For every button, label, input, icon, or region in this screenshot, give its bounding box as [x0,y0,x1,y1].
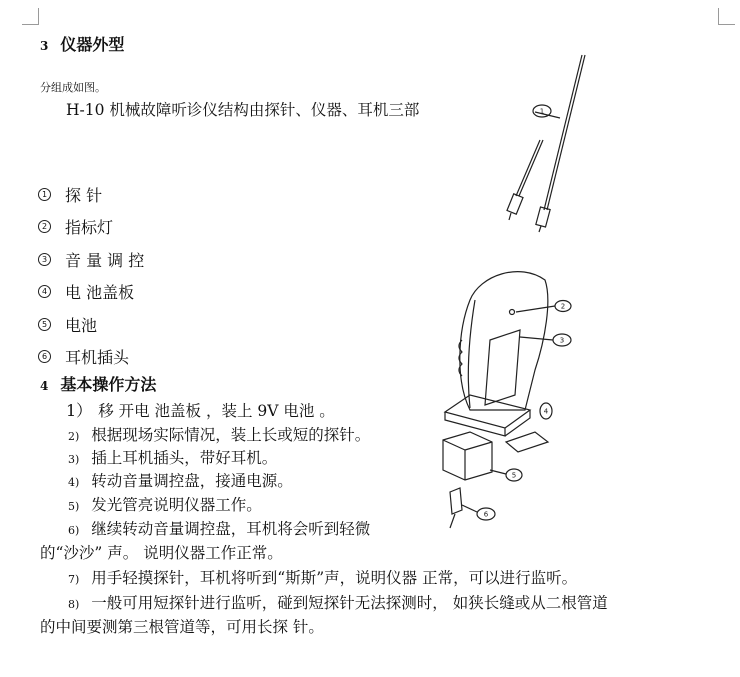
figure-label-6: 6 [483,510,489,519]
circled-number-icon: 2 [38,220,51,233]
circled-number-icon: 1 [38,188,51,201]
step-number: 2) [68,430,80,443]
circled-number-icon: 4 [38,285,51,298]
figure-label-5: 5 [511,471,517,480]
step-number: 8) [68,598,80,611]
step-number: 4) [68,476,80,489]
figure-label-1: 1 [539,107,545,116]
figure-label-3: 3 [559,336,565,345]
battery-cover [506,432,548,452]
step-text: 用手轻摸探针，耳机将听到“斯斯”声，说明仪器 正常，可以进行监听。 [91,569,578,587]
section-4-number: 4 [40,379,49,393]
part-label: 音 量 调 控 [65,250,145,270]
step-text: 一般可用短探针进行监听，碰到短探针无法探测时， 如狭长缝或从二根管道 [91,594,608,612]
circled-number-icon: 5 [38,318,51,331]
step-text: 根据现场实际情况，装上长或短的探针。 [91,426,371,444]
step-6-continuation: 的“沙沙” 声。 说明仪器工作正常。 [40,544,283,562]
step-text: 移 开电 池盖板 ，装上 9V 电池 。 [98,402,335,420]
figure-label-2: 2 [560,302,566,311]
section-4-title: 基本操作方法 [60,375,157,394]
long-probe-rod [544,55,582,210]
step-number: 6) [68,524,80,537]
device-body [460,272,548,410]
part-label: 电池 [65,315,98,335]
part-label: 指标灯 [65,218,114,238]
short-probe-tip [507,194,523,214]
step-text: 转动音量调控盘，接通电源。 [91,472,293,490]
section-3-number: 3 [40,39,49,53]
part-label: 探 针 [65,185,103,205]
intro-paragraph: H-10 机械故障听诊仪结构由探针、仪器、耳机三部 [66,101,420,119]
circled-number-icon: 6 [38,350,51,363]
indicator-light [510,310,515,315]
section-3-title: 仪器外型 [60,35,125,54]
step-text: 继续转动音量调控盘，耳机将会听到轻微 [91,520,371,538]
step-text: 插上耳机插头，带好耳机。 [91,449,278,467]
short-probe-rod [516,140,540,196]
part-label: 耳机插头 [65,348,130,368]
display-window [485,330,520,405]
note-text: 分组成如图。 [40,81,106,94]
step-number: 3) [68,453,80,466]
circled-number-icon: 3 [38,253,51,266]
long-probe-tip [536,207,550,227]
step-text: 发光管亮说明仪器工作。 [91,496,262,514]
step-number: 1） [66,401,93,420]
step-number: 7) [68,573,80,586]
step-8-continuation: 的中间要测第三根管道等，可用长探 针。 [40,618,324,636]
battery [443,432,492,480]
figure-label-4: 4 [543,407,549,416]
step-number: 5) [68,500,80,513]
earphone-plug [450,488,462,514]
part-label: 电 池盖板 [65,283,135,303]
